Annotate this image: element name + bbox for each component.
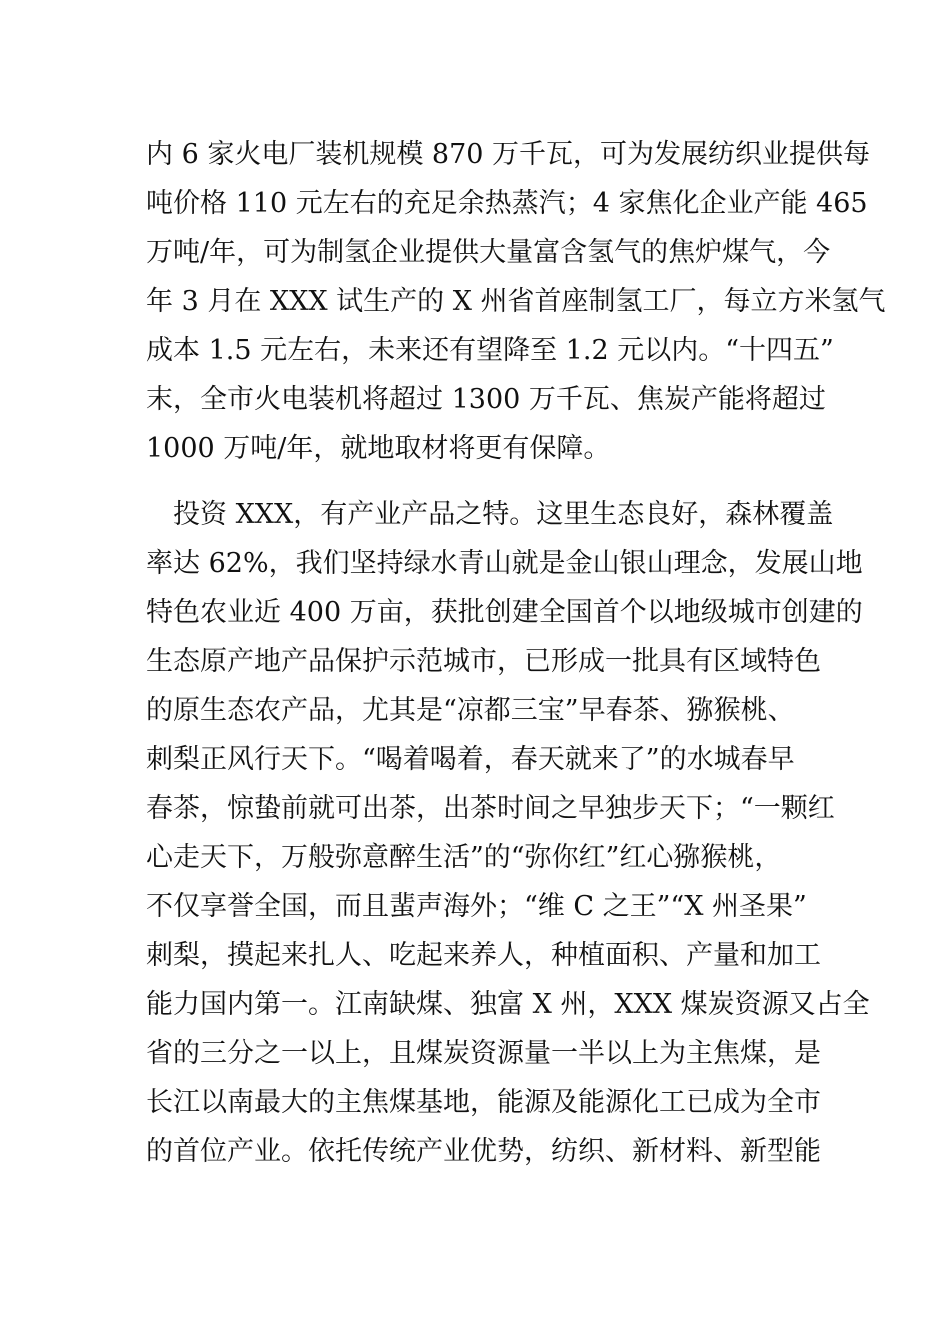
paragraph-line: 年 3 月在 XXX 试生产的 X 州省首座制氢工厂，每立方米氢气 xyxy=(146,286,886,317)
paragraph-line: 投资 XXX，有产业产品之特。这里生态良好，森林覆盖 xyxy=(146,499,834,530)
paragraph-line: 长江以南最大的主焦煤基地，能源及能源化工已成为全市 xyxy=(146,1087,821,1118)
paragraph-line: 万吨/年，可为制氢企业提供大量富含氢气的焦炉煤气，今 xyxy=(146,237,831,268)
paragraph-1 xyxy=(146,130,886,473)
paragraph-line: 率达 62%，我们坚持绿水青山就是金山银山理念，发展山地 xyxy=(146,548,863,579)
paragraph-line: 刺梨正风行天下。“喝着喝着，春天就来了”的水城春早 xyxy=(146,744,795,775)
paragraph-line: 的首位产业。依托传统产业优势，纺织、新材料、新型能 xyxy=(146,1136,821,1167)
paragraph-line: 刺梨，摸起来扎人、吃起来养人，种植面积、产量和加工 xyxy=(146,940,821,971)
paragraph-line: 省的三分之一以上，且煤炭资源量一半以上为主焦煤，是 xyxy=(146,1038,821,1069)
paragraph-line: 1000 万吨/年，就地取材将更有保障。 xyxy=(146,433,611,464)
paragraph-line: 特色农业近 400 万亩，获批创建全国首个以地级城市创建的 xyxy=(146,597,863,628)
paragraph-line: 的原生态农产品，尤其是“凉都三宝”早春茶、猕猴桃、 xyxy=(146,695,795,726)
paragraph-line: 生态原产地产品保护示范城市，已形成一批具有区域特色 xyxy=(146,646,821,677)
paragraph-line: 不仅享誉全国，而且蜚声海外；“维 C 之王”“X 州圣果” xyxy=(146,891,807,922)
paragraph-line: 内 6 家火电厂装机规模 870 万千瓦，可为发展纺织业提供每 xyxy=(146,139,871,170)
paragraph-line: 能力国内第一。江南缺煤、独富 X 州，XXX 煤炭资源又占全 xyxy=(146,989,870,1020)
paragraph-line: 吨价格 110 元左右的充足余热蒸汽；4 家焦化企业产能 465 xyxy=(146,188,868,219)
paragraph-2 xyxy=(146,490,870,1176)
paragraph-line: 心走天下，万般弥意醉生活”的“弥你红”红心猕猴桃， xyxy=(146,842,782,873)
paragraph-line: 春茶，惊蛰前就可出茶，出茶时间之早独步天下；“一颗红 xyxy=(146,793,835,824)
paragraph-line: 末，全市火电装机将超过 1300 万千瓦、焦炭产能将超过 xyxy=(146,384,826,415)
paragraph-line: 成本 1.5 元左右，未来还有望降至 1.2 元以内。“十四五” xyxy=(146,335,834,366)
